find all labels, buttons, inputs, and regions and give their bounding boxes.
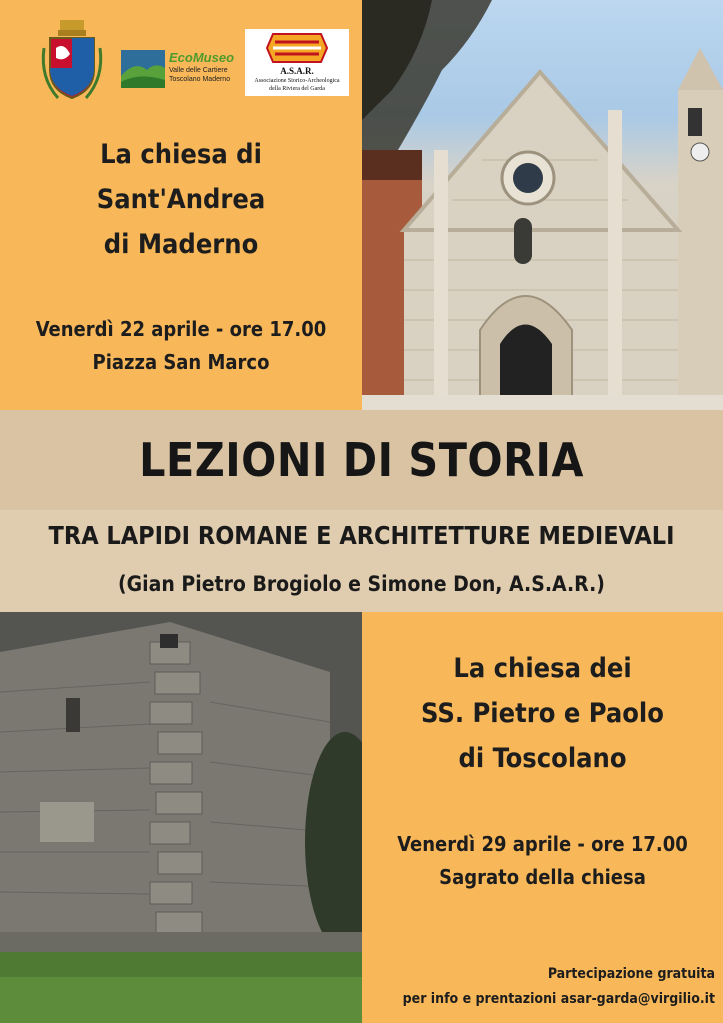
- event1-title-line1: La chiesa di: [100, 139, 262, 170]
- event1-title: [0, 132, 362, 267]
- event1-date: Venerdì 22 aprile - ore 17.00: [35, 317, 327, 341]
- ecomuseo-line2: Toscolano Maderno: [169, 76, 231, 83]
- event1-title-line3: di Maderno: [103, 229, 259, 260]
- headline-title: LEZIONI DI STORIA: [139, 433, 584, 487]
- church-photo-ss-pietro-paolo: [0, 612, 362, 1023]
- comune-crest-logo: [38, 18, 106, 104]
- stone-tower-illustration: [0, 612, 362, 1023]
- event1-place: Piazza San Marco: [92, 350, 270, 374]
- crest-icon: [38, 18, 106, 104]
- asar-emblem-icon: [265, 32, 329, 64]
- ecomuseo-logo: [121, 50, 253, 96]
- ecomuseo-name: EcoMuseo: [169, 50, 235, 65]
- event2-title-line3: di Toscolano: [458, 743, 627, 774]
- event2-place: Sagrato della chiesa: [439, 865, 646, 889]
- hills-icon: [121, 50, 165, 88]
- asar-name: A.S.A.R.: [280, 66, 314, 76]
- event1-title-line2: Sant'Andrea: [96, 184, 266, 215]
- asar-line1: Associazione Storico-Archeologica: [254, 78, 340, 84]
- event2-title-line2: SS. Pietro e Paolo: [421, 698, 664, 729]
- headline-subtitle: TRA LAPIDI ROMANE E ARCHITETTURE MEDIEVALI: [48, 521, 675, 550]
- footer-contact: per info e prentazioni asar-garda@virgilio.it: [402, 991, 715, 1007]
- asar-line2: della Riviera del Garda: [269, 86, 325, 92]
- ecomuseo-line1: Valle delle Cartiere: [169, 67, 228, 74]
- footer: [355, 962, 715, 1012]
- church-photo-sant-andrea: [362, 0, 723, 410]
- church-facade-illustration: [362, 0, 723, 410]
- asar-logo: [245, 29, 349, 96]
- event2-title-line1: La chiesa dei: [453, 653, 632, 684]
- event2-date: Venerdì 29 aprile - ore 17.00: [397, 832, 688, 856]
- event1-details: [0, 313, 362, 379]
- footer-line1: Partecipazione gratuita: [547, 966, 715, 982]
- event2-details: [362, 828, 723, 894]
- event2-title: [362, 646, 723, 781]
- headline-speakers: (Gian Pietro Brogiolo e Simone Don, A.S.A.R.): [118, 572, 605, 596]
